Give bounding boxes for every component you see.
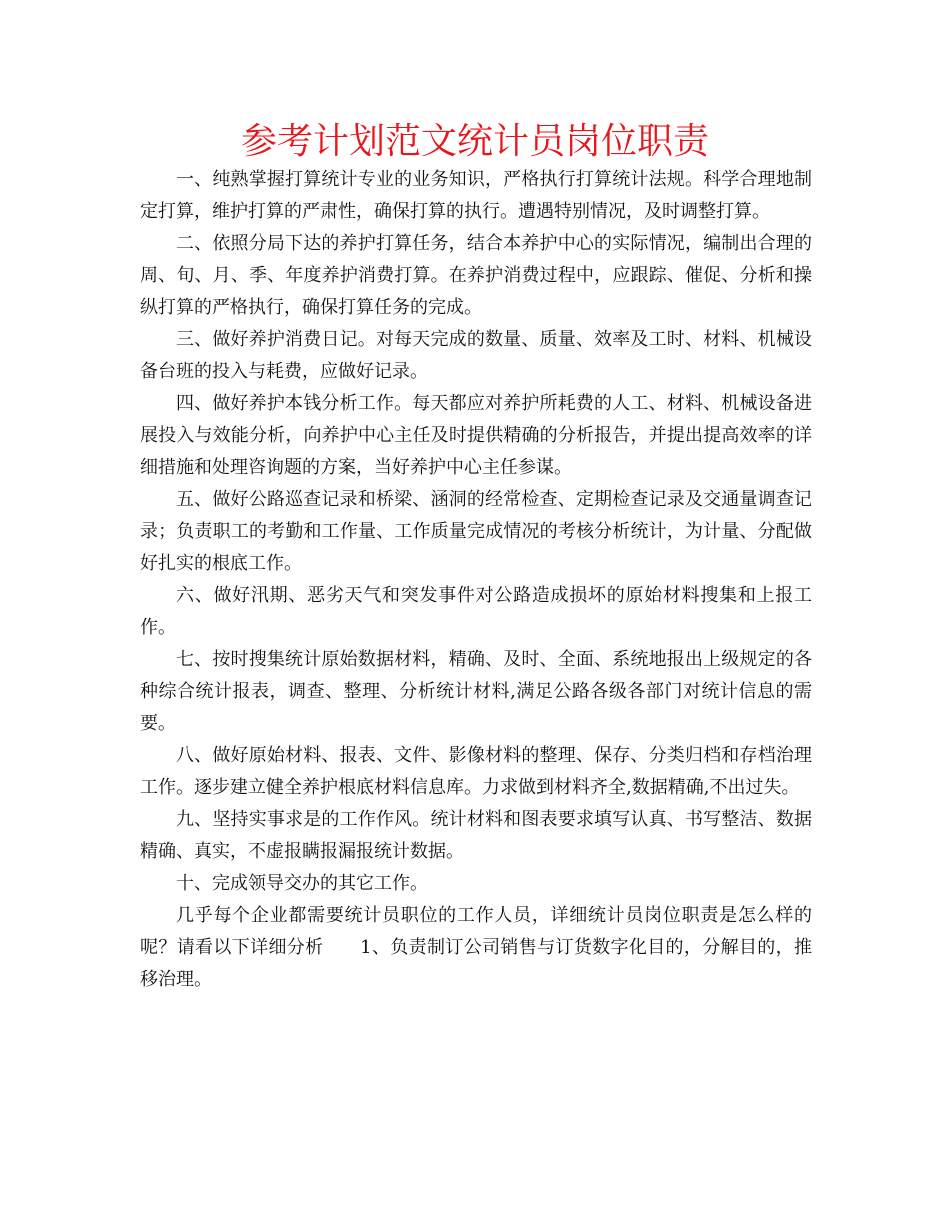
paragraph-3: 三、做好养护消费日记。对每天完成的数量、质量、效率及工时、材料、机械设备台班的投入与耗费，应做好记录。 [140,329,812,382]
paragraph-4: 四、做好养护本钱分析工作。每天都应对养护所耗费的人工、材料、机械设备进展投入与效能分析，向养护中心主任及时提供精确的分析报告，并提出提高效率的详细措施和处理咨询题的方案，当好养护中心主任参谋。 [140,393,812,478]
document-body [140,164,812,996]
paragraph-6: 六、做好汛期、恶劣天气和突发事件对公路造成损坏的原始材料搜集和上报工作。 [140,585,812,638]
paragraph-7: 七、按时搜集统计原始数据材料，精确、及时、全面、系统地报出上级规定的各种综合统计报表，调查、整理、分析统计材料,满足公路各级各部门对统计信息的需要。 [140,649,812,734]
paragraph-2: 二、依照分局下达的养护打算任务，结合本养护中心的实际情况，编制出合理的周、旬、月、季、年度养护消费打算。在养护消费过程中，应跟踪、催促、分析和操纵打算的严格执行，确保打算任务的完成。 [140,233,812,318]
paragraph-10: 十、完成领导交办的其它工作。 [176,873,428,894]
document-title: 参考计划范文统计员岗位职责 [240,121,709,162]
paragraph-11: 几乎每个企业都需要统计员职位的工作人员，详细统计员岗位职责是怎么样的呢？请看以下详细分析 1、负责制订公司销售与订货数字化目的，分解目的，推移治理。 [140,905,812,990]
paragraph-5: 五、做好公路巡查记录和桥梁、涵洞的经常检查、定期检查记录及交通量调查记录；负责职工的考勤和工作量、工作质量完成情况的考核分析统计，为计量、分配做好扎实的根底工作。 [140,489,812,574]
paragraph-9: 九、坚持实事求是的工作作风。统计材料和图表要求填写认真、书写整洁、数据精确、真实，不虚报瞒报漏报统计数据。 [140,809,812,862]
paragraph-8: 八、做好原始材料、报表、文件、影像材料的整理、保存、分类归档和存档治理工作。逐步建立健全养护根底材料信息库。力求做到材料齐全,数据精确,不出过失。 [140,745,812,798]
paragraph-1: 一、纯熟掌握打算统计专业的业务知识，严格执行打算统计法规。科学合理地制定打算，维护打算的严肃性，确保打算的执行。遭遇特别情况，及时调整打算。 [140,169,812,222]
